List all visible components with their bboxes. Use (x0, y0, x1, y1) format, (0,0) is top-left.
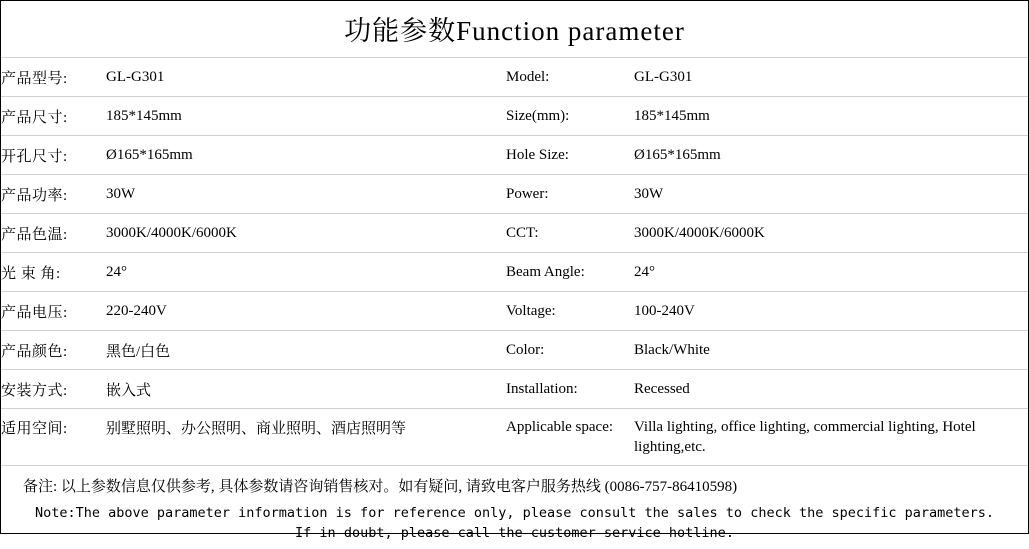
cn-value-installation: 嵌入式 (106, 370, 506, 409)
cn-value-applicable-space: 别墅照明、办公照明、商业照明、酒店照明等 (106, 409, 506, 466)
en-value-applicable-space: Villa lighting, office lighting, commercial lighting, Hotel lighting,etc. (634, 409, 1028, 466)
cn-value-voltage: 220-240V (106, 292, 506, 331)
cn-label-voltage: 产品电压: (1, 292, 106, 331)
en-label-applicable-space: Applicable space: (506, 409, 634, 466)
cn-label-applicable-space: 适用空间: (1, 409, 106, 466)
table-row (1, 58, 1028, 97)
en-label-voltage: Voltage: (506, 292, 634, 331)
table-row (1, 370, 1028, 409)
note-english (1, 500, 1028, 549)
cn-label-power: 产品功率: (1, 175, 106, 214)
table-row (1, 175, 1028, 214)
cn-value-model: GL-G301 (106, 58, 506, 97)
en-value-installation: Recessed (634, 370, 1028, 409)
en-label-model: Model: (506, 58, 634, 97)
cn-label-model: 产品型号: (1, 58, 106, 97)
en-value-power: 30W (634, 175, 1028, 214)
table-row (1, 97, 1028, 136)
table-row (1, 292, 1028, 331)
cn-label-installation: 安装方式: (1, 370, 106, 409)
cn-value-color: 黑色/白色 (106, 331, 506, 370)
cn-value-beam-angle: 24° (106, 253, 506, 292)
cn-value-hole-size: Ø165*165mm (106, 136, 506, 175)
note-english-line2: If in doubt, please call the customer service hotline. (295, 524, 734, 541)
table-row (1, 331, 1028, 370)
cn-label-size: 产品尺寸: (1, 97, 106, 136)
note-english-line1: Note:The above parameter information is for reference only, please consult the sales to check the specific parameters. (34, 505, 995, 521)
table-row (1, 214, 1028, 253)
page-title: 功能参数Function parameter (344, 16, 685, 46)
en-label-power: Power: (506, 175, 634, 214)
table-row (1, 136, 1028, 175)
en-value-color: Black/White (634, 331, 1028, 370)
table-row (1, 253, 1028, 292)
cn-value-size: 185*145mm (106, 97, 506, 136)
en-label-color: Color: (506, 331, 634, 370)
specification-table (1, 57, 1028, 465)
en-value-beam-angle: 24° (634, 253, 1028, 292)
note-chinese: 备注: 以上参数信息仅供参考, 具体参数请咨询销售核对。如有疑问, 请致电客户服务热线 (0086-757-86410598) (1, 465, 1028, 500)
en-value-model: GL-G301 (634, 58, 1028, 97)
cn-value-power: 30W (106, 175, 506, 214)
en-value-hole-size: Ø165*165mm (634, 136, 1028, 175)
cn-label-cct: 产品色温: (1, 214, 106, 253)
en-value-cct: 3000K/4000K/6000K (634, 214, 1028, 253)
table-row (1, 409, 1028, 466)
en-label-installation: Installation: (506, 370, 634, 409)
cn-label-color: 产品颜色: (1, 331, 106, 370)
en-value-size: 185*145mm (634, 97, 1028, 136)
cn-label-hole-size: 开孔尺寸: (1, 136, 106, 175)
en-label-hole-size: Hole Size: (506, 136, 634, 175)
en-label-cct: CCT: (506, 214, 634, 253)
en-value-voltage: 100-240V (634, 292, 1028, 331)
cn-value-cct: 3000K/4000K/6000K (106, 214, 506, 253)
cn-label-beam-angle: 光 束 角: (1, 253, 106, 292)
en-label-beam-angle: Beam Angle: (506, 253, 634, 292)
en-label-size: Size(mm): (506, 97, 634, 136)
